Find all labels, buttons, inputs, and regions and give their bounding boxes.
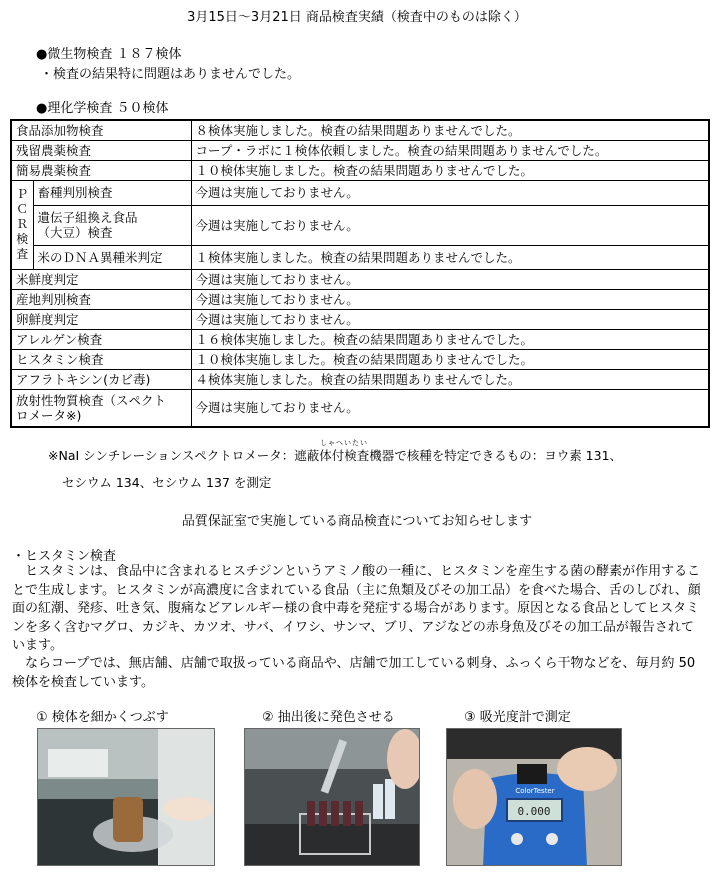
row-name: 遺伝子組換え食品 （大豆）検査	[33, 205, 191, 245]
row-result: 今週は実施しておりません。	[191, 205, 709, 245]
row-result: １０検体実施しました。検査の結果問題ありませんでした。	[191, 160, 709, 180]
photo-absorbance-meter	[446, 728, 622, 866]
row-result: ８検体実施しました。検査の結果問題ありませんでした。	[191, 120, 709, 140]
photo-crushing-sample	[37, 728, 215, 866]
histamine-paragraph-2: ならコープでは、無店舗、店舗で取扱っている商品や、店舗で加工している刺身、ふっくら干物などを、毎月約 50 検体を検査しています。	[12, 656, 696, 690]
row-name: 産地判別検査	[11, 289, 191, 309]
table-row	[11, 140, 709, 160]
photo-color-development	[244, 728, 420, 866]
row-result: 今週は実施しておりません。	[191, 180, 709, 205]
table-row	[11, 349, 709, 369]
table-row	[11, 369, 709, 389]
row-name: 残留農薬検査	[11, 140, 191, 160]
table-row	[11, 180, 709, 205]
table-row	[11, 269, 709, 289]
step-3-caption: ③ 吸光度計で測定	[464, 710, 571, 725]
row-result: ４検体実施しました。検査の結果問題ありませんでした。	[191, 369, 709, 389]
row-result: １０検体実施しました。検査の結果問題ありませんでした。	[191, 349, 709, 369]
table-row	[11, 309, 709, 329]
row-result: 今週は実施しておりません。	[191, 269, 709, 289]
histamine-heading: ・ヒスタミン検査	[12, 549, 117, 564]
row-name: 畜種判別検査	[33, 180, 191, 205]
radiation-note: ※NaI シンチレーションスペクトロメータ：遮蔽体付検査機器で核種を特定できるもの：ヨウ素 131、	[48, 448, 623, 463]
table-row	[11, 120, 709, 140]
notice-heading: 品質保証室で実施している商品検査についてお知らせします	[181, 514, 533, 529]
row-name: アレルゲン検査	[11, 329, 191, 349]
step-2-caption: ② 抽出後に発色させる	[262, 710, 395, 725]
ruby-annotation: しゃへいたい	[320, 439, 368, 447]
row-name: 米のＤＮＡ異種米判定	[33, 245, 191, 269]
step-1-caption: ① 検体を細かくつぶす	[36, 710, 169, 725]
row-name: 米鮮度判定	[11, 269, 191, 289]
device-brand: ColorTester	[515, 787, 555, 795]
row-name: 食品添加物検査	[11, 120, 191, 140]
table-row	[11, 289, 709, 309]
row-name: 放射性物質検査（スペクト ロメータ※)	[11, 389, 191, 427]
row-result: コープ・ラボに１検体依頼しました。検査の結果問題ありませんでした。	[191, 140, 709, 160]
table-row	[11, 205, 709, 245]
table-row	[11, 245, 709, 269]
row-result: 今週は実施しておりません。	[191, 289, 709, 309]
table-row	[11, 329, 709, 349]
table-row	[11, 389, 709, 427]
inspection-table	[10, 119, 710, 428]
micro-result: ・検査の結果特に問題はありませんでした。	[40, 67, 301, 82]
row-name: ヒスタミン検査	[11, 349, 191, 369]
row-name: 簡易農薬検査	[11, 160, 191, 180]
row-name: アフラトキシン(カビ毒)	[11, 369, 191, 389]
histamine-paragraph-1: ヒスタミンは、食品中に含まれるヒスチジンというアミノ酸の一種に、ヒスタミンを産生する菌の酵素が作用することで生成します。ヒスタミンが高濃度に含まれている食品（主に魚類及びその加工品）を食べた場合、舌のしびれ、顔面の紅潮、発疹、吐き気、腹痛などアレルギー様の食中毒を発症する場合があります。原因となる食品としてヒスタミンを多く含むマグロ、カジキ、カツオ、サバ、イワシ、サンマ、ブリ、アジなどの赤身魚及びその加工品が報告されています。	[12, 564, 701, 653]
pcr-group-label: Ｐ Ｃ Ｒ 検 査	[11, 180, 33, 269]
radiation-note-cont: セシウム 134、セシウム 137 を測定	[62, 475, 272, 490]
row-result: 今週は実施しておりません。	[191, 389, 709, 427]
device-reading: 0.000	[517, 805, 551, 818]
chem-heading: ●理化学検査 ５０検体	[36, 101, 169, 116]
page-title: 3月15日～3月21日 商品検査実績（検査中のものは除く）	[187, 10, 527, 25]
row-result: 今週は実施しておりません。	[191, 309, 709, 329]
micro-heading: ●微生物検査 １８７検体	[36, 47, 182, 62]
row-name: 卵鮮度判定	[11, 309, 191, 329]
row-result: １６検体実施しました。検査の結果問題ありませんでした。	[191, 329, 709, 349]
table-row	[11, 160, 709, 180]
row-result: １検体実施しました。検査の結果問題ありませんでした。	[191, 245, 709, 269]
